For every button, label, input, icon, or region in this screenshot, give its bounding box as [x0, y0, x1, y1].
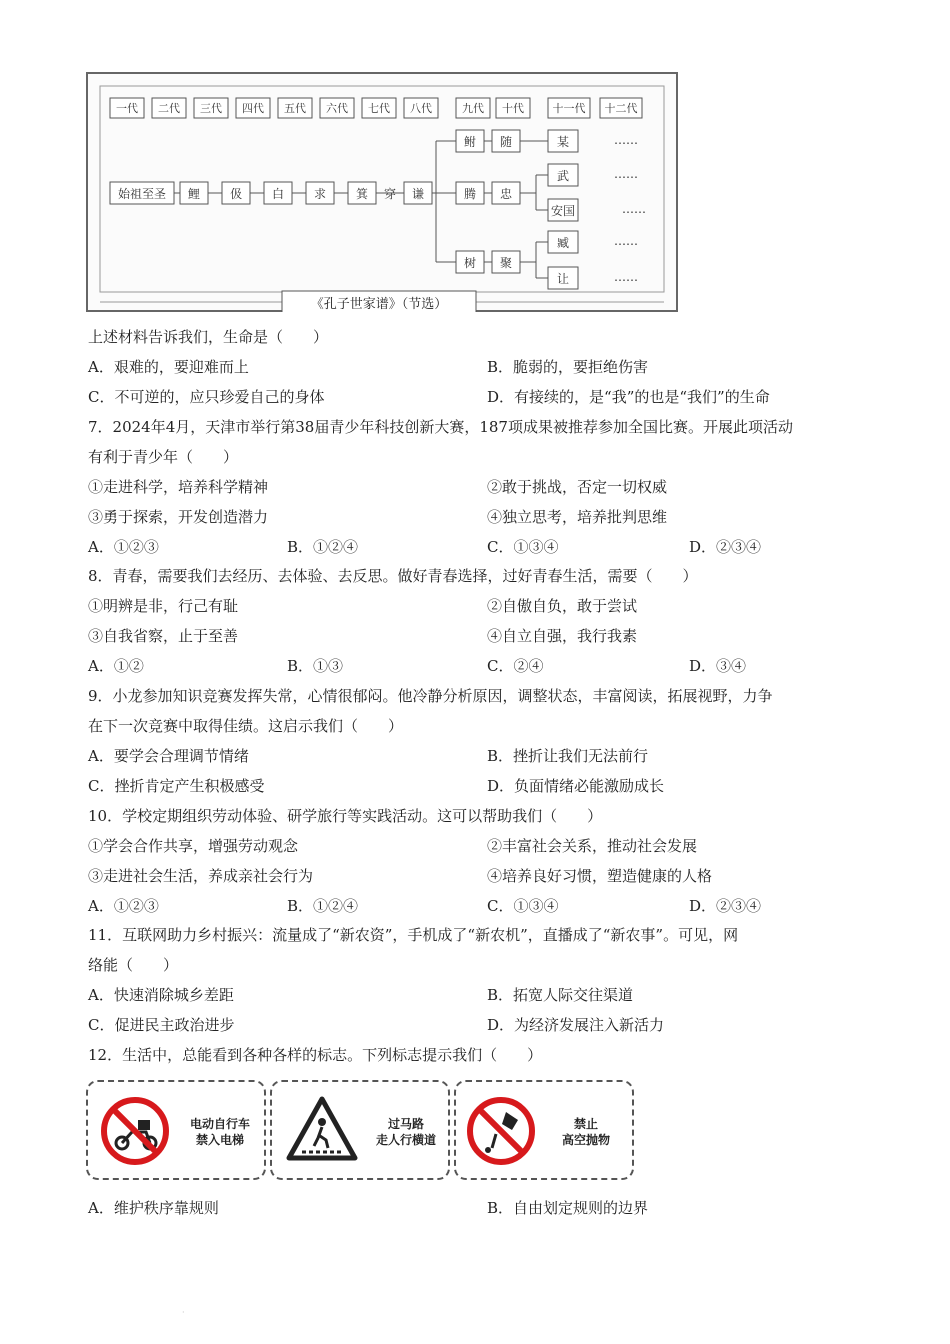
descendant-name: 臧 — [556, 236, 570, 250]
sign-images — [86, 1080, 634, 1180]
q8-item-4: ④自立自强，我行我素 — [487, 627, 638, 645]
descendant-name: 鲋 — [463, 135, 477, 149]
q7-option-b[interactable]: B．①②④ — [287, 538, 359, 556]
ellipsis-text: …… — [614, 234, 638, 248]
footer-mark: · — [182, 1308, 185, 1317]
ancestor-name: 伋 — [229, 187, 243, 201]
ancestor-name: 谦 — [411, 187, 425, 201]
q8-item-1: ①明辨是非，行己有耻 — [88, 597, 239, 615]
descendant-name: 让 — [556, 272, 570, 286]
descendant-name: 腾 — [463, 187, 477, 201]
question-11-stem-cont: 络能（ ） — [88, 956, 179, 974]
question-10-stem: 10．学校定期组织劳动体验、研学旅行等实践活动。这可以帮助我们（ ） — [88, 807, 603, 825]
question-7-stem: 7．2024年4月，天津市举行第38届青少年科技创新大赛，187项成果被推荐参加全国比赛。开展此项活动 — [88, 418, 793, 436]
q10-option-a[interactable]: A．①②③ — [88, 897, 159, 915]
q6-option-b[interactable]: B．脆弱的，要拒绝伤害 — [487, 358, 649, 376]
q11-option-b[interactable]: B．拓宽人际交往渠道 — [487, 986, 634, 1004]
q10-item-3: ③走进社会生活，养成亲社会行为 — [88, 867, 314, 885]
generation-label: 二代 — [158, 102, 180, 115]
sign-no-throwing-from-height — [454, 1080, 634, 1180]
q11-option-a[interactable]: A．快速消除城乡差距 — [88, 986, 234, 1004]
generation-label: 五代 — [284, 102, 306, 115]
q10-option-b[interactable]: B．①②④ — [287, 897, 359, 915]
q12-option-b[interactable]: B．自由划定规则的边界 — [487, 1199, 649, 1217]
q9-option-c[interactable]: C．挫折肯定产生积极感受 — [88, 777, 265, 795]
ellipsis-text: …… — [614, 167, 638, 181]
q6-option-c[interactable]: C．不可逆的，应只珍爱自己的身体 — [88, 388, 325, 406]
q7-option-d[interactable]: D．②③④ — [689, 538, 762, 556]
q6-option-a[interactable]: A．艰难的，要迎难而上 — [88, 358, 249, 376]
q10-option-c[interactable]: C．①③④ — [487, 897, 559, 915]
sign-3-line2: 高空抛物 — [561, 1133, 610, 1147]
question-9-stem-cont: 在下一次竞赛中取得佳绩。这启示我们（ ） — [88, 717, 404, 735]
sign-2-line1: 过马路 — [387, 1117, 424, 1131]
ellipsis-text: …… — [614, 270, 638, 284]
sign-1-line2: 禁入电梯 — [195, 1133, 244, 1147]
q7-option-c[interactable]: C．①③④ — [487, 538, 559, 556]
ancestor-name: 箕 — [355, 187, 369, 201]
descendant-name: 安国 — [550, 204, 576, 218]
descendant-name: 聚 — [499, 256, 513, 270]
ellipsis-text: …… — [622, 202, 646, 216]
q9-option-d[interactable]: D．负面情绪必能激励成长 — [487, 777, 665, 795]
descendant-name: 随 — [499, 135, 513, 149]
descendant-name: 树 — [463, 256, 477, 270]
genealogy-figure — [86, 72, 678, 312]
q7-option-a[interactable]: A．①②③ — [88, 538, 159, 556]
q9-option-b[interactable]: B．挫折让我们无法前行 — [487, 747, 649, 765]
q8-option-a[interactable]: A．①② — [88, 657, 144, 675]
ancestor-name: 穿 — [383, 187, 397, 201]
q10-option-d[interactable]: D．②③④ — [689, 897, 762, 915]
generation-label: 十二代 — [604, 102, 638, 115]
ellipsis-text: …… — [614, 133, 638, 147]
generation-label: 七代 — [368, 102, 390, 115]
descendant-name: 忠 — [499, 187, 513, 201]
descendant-name: 武 — [556, 169, 570, 183]
ancestor-name: 始祖至圣 — [117, 187, 167, 201]
q11-option-d[interactable]: D．为经济发展注入新活力 — [487, 1016, 665, 1034]
question-8-stem: 8．青春，需要我们去经历、去体验、去反思。做好青春选择，过好青春生活，需要（ ） — [88, 567, 698, 585]
q7-item-4: ④独立思考，培养批判思维 — [487, 508, 668, 526]
generation-label: 十一代 — [552, 102, 586, 115]
q8-option-c[interactable]: C．②④ — [487, 657, 544, 675]
generation-label: 六代 — [326, 102, 348, 115]
q10-item-1: ①学会合作共享，增强劳动观念 — [88, 837, 299, 855]
generation-label: 九代 — [462, 102, 484, 115]
q7-item-3: ③勇于探索，开发创造潜力 — [88, 508, 269, 526]
descendant-name: 某 — [556, 135, 570, 149]
no-ebike-icon — [100, 1096, 170, 1166]
sign-use-crosswalk — [270, 1080, 450, 1180]
ancestor-name: 求 — [313, 187, 327, 201]
q11-option-c[interactable]: C．促进民主政治进步 — [88, 1016, 235, 1034]
figure-caption: 《孔子世家谱》（节选） — [310, 297, 448, 312]
q7-item-1: ①走进科学，培养科学精神 — [88, 478, 269, 496]
no-throwing-icon — [466, 1096, 536, 1166]
sign-2-line2: 走人行横道 — [375, 1133, 436, 1147]
q8-item-3: ③自我省察，止于至善 — [88, 627, 239, 645]
question-6-stem: 上述材料告诉我们，生命是（ ） — [88, 328, 329, 346]
question-9-stem: 9．小龙参加知识竞赛发挥失常，心情很郁闷。他冷静分析原因，调整状态，丰富阅读，拓展视野，力争 — [88, 687, 773, 705]
generation-label: 三代 — [200, 102, 222, 115]
sign-no-ebike-elevator — [86, 1080, 266, 1180]
q7-item-2: ②敢于挑战，否定一切权威 — [487, 478, 668, 496]
ancestor-name: 白 — [271, 187, 285, 201]
generation-label: 四代 — [242, 102, 264, 115]
generation-label: 十代 — [502, 102, 524, 115]
crosswalk-warning-icon — [286, 1096, 358, 1162]
q8-option-b[interactable]: B．①③ — [287, 657, 344, 675]
sign-3-line1: 禁止 — [573, 1117, 598, 1131]
q10-item-2: ②丰富社会关系，推动社会发展 — [487, 837, 698, 855]
q9-option-a[interactable]: A．要学会合理调节情绪 — [88, 747, 249, 765]
generation-label: 八代 — [410, 102, 432, 115]
ancestor-name: 鲤 — [187, 187, 201, 201]
q8-option-d[interactable]: D．③④ — [689, 657, 747, 675]
question-11-stem: 11．互联网助力乡村振兴：流量成了“新农资”，手机成了“新农机”，直播成了“新农事”。可见，网 — [88, 926, 739, 944]
q8-item-2: ②自傲自负，敢于尝试 — [487, 597, 638, 615]
generation-label: 一代 — [116, 102, 138, 115]
question-7-stem-cont: 有利于青少年（ ） — [88, 448, 239, 466]
q10-item-4: ④培养良好习惯，塑造健康的人格 — [487, 867, 713, 885]
sign-1-line1: 电动自行车 — [189, 1117, 250, 1131]
q6-option-d[interactable]: D．有接续的，是“我”的也是“我们”的生命 — [487, 388, 770, 406]
q12-option-a[interactable]: A．维护秩序靠规则 — [88, 1199, 219, 1217]
question-12-stem: 12．生活中，总能看到各种各样的标志。下列标志提示我们（ ） — [88, 1046, 543, 1064]
